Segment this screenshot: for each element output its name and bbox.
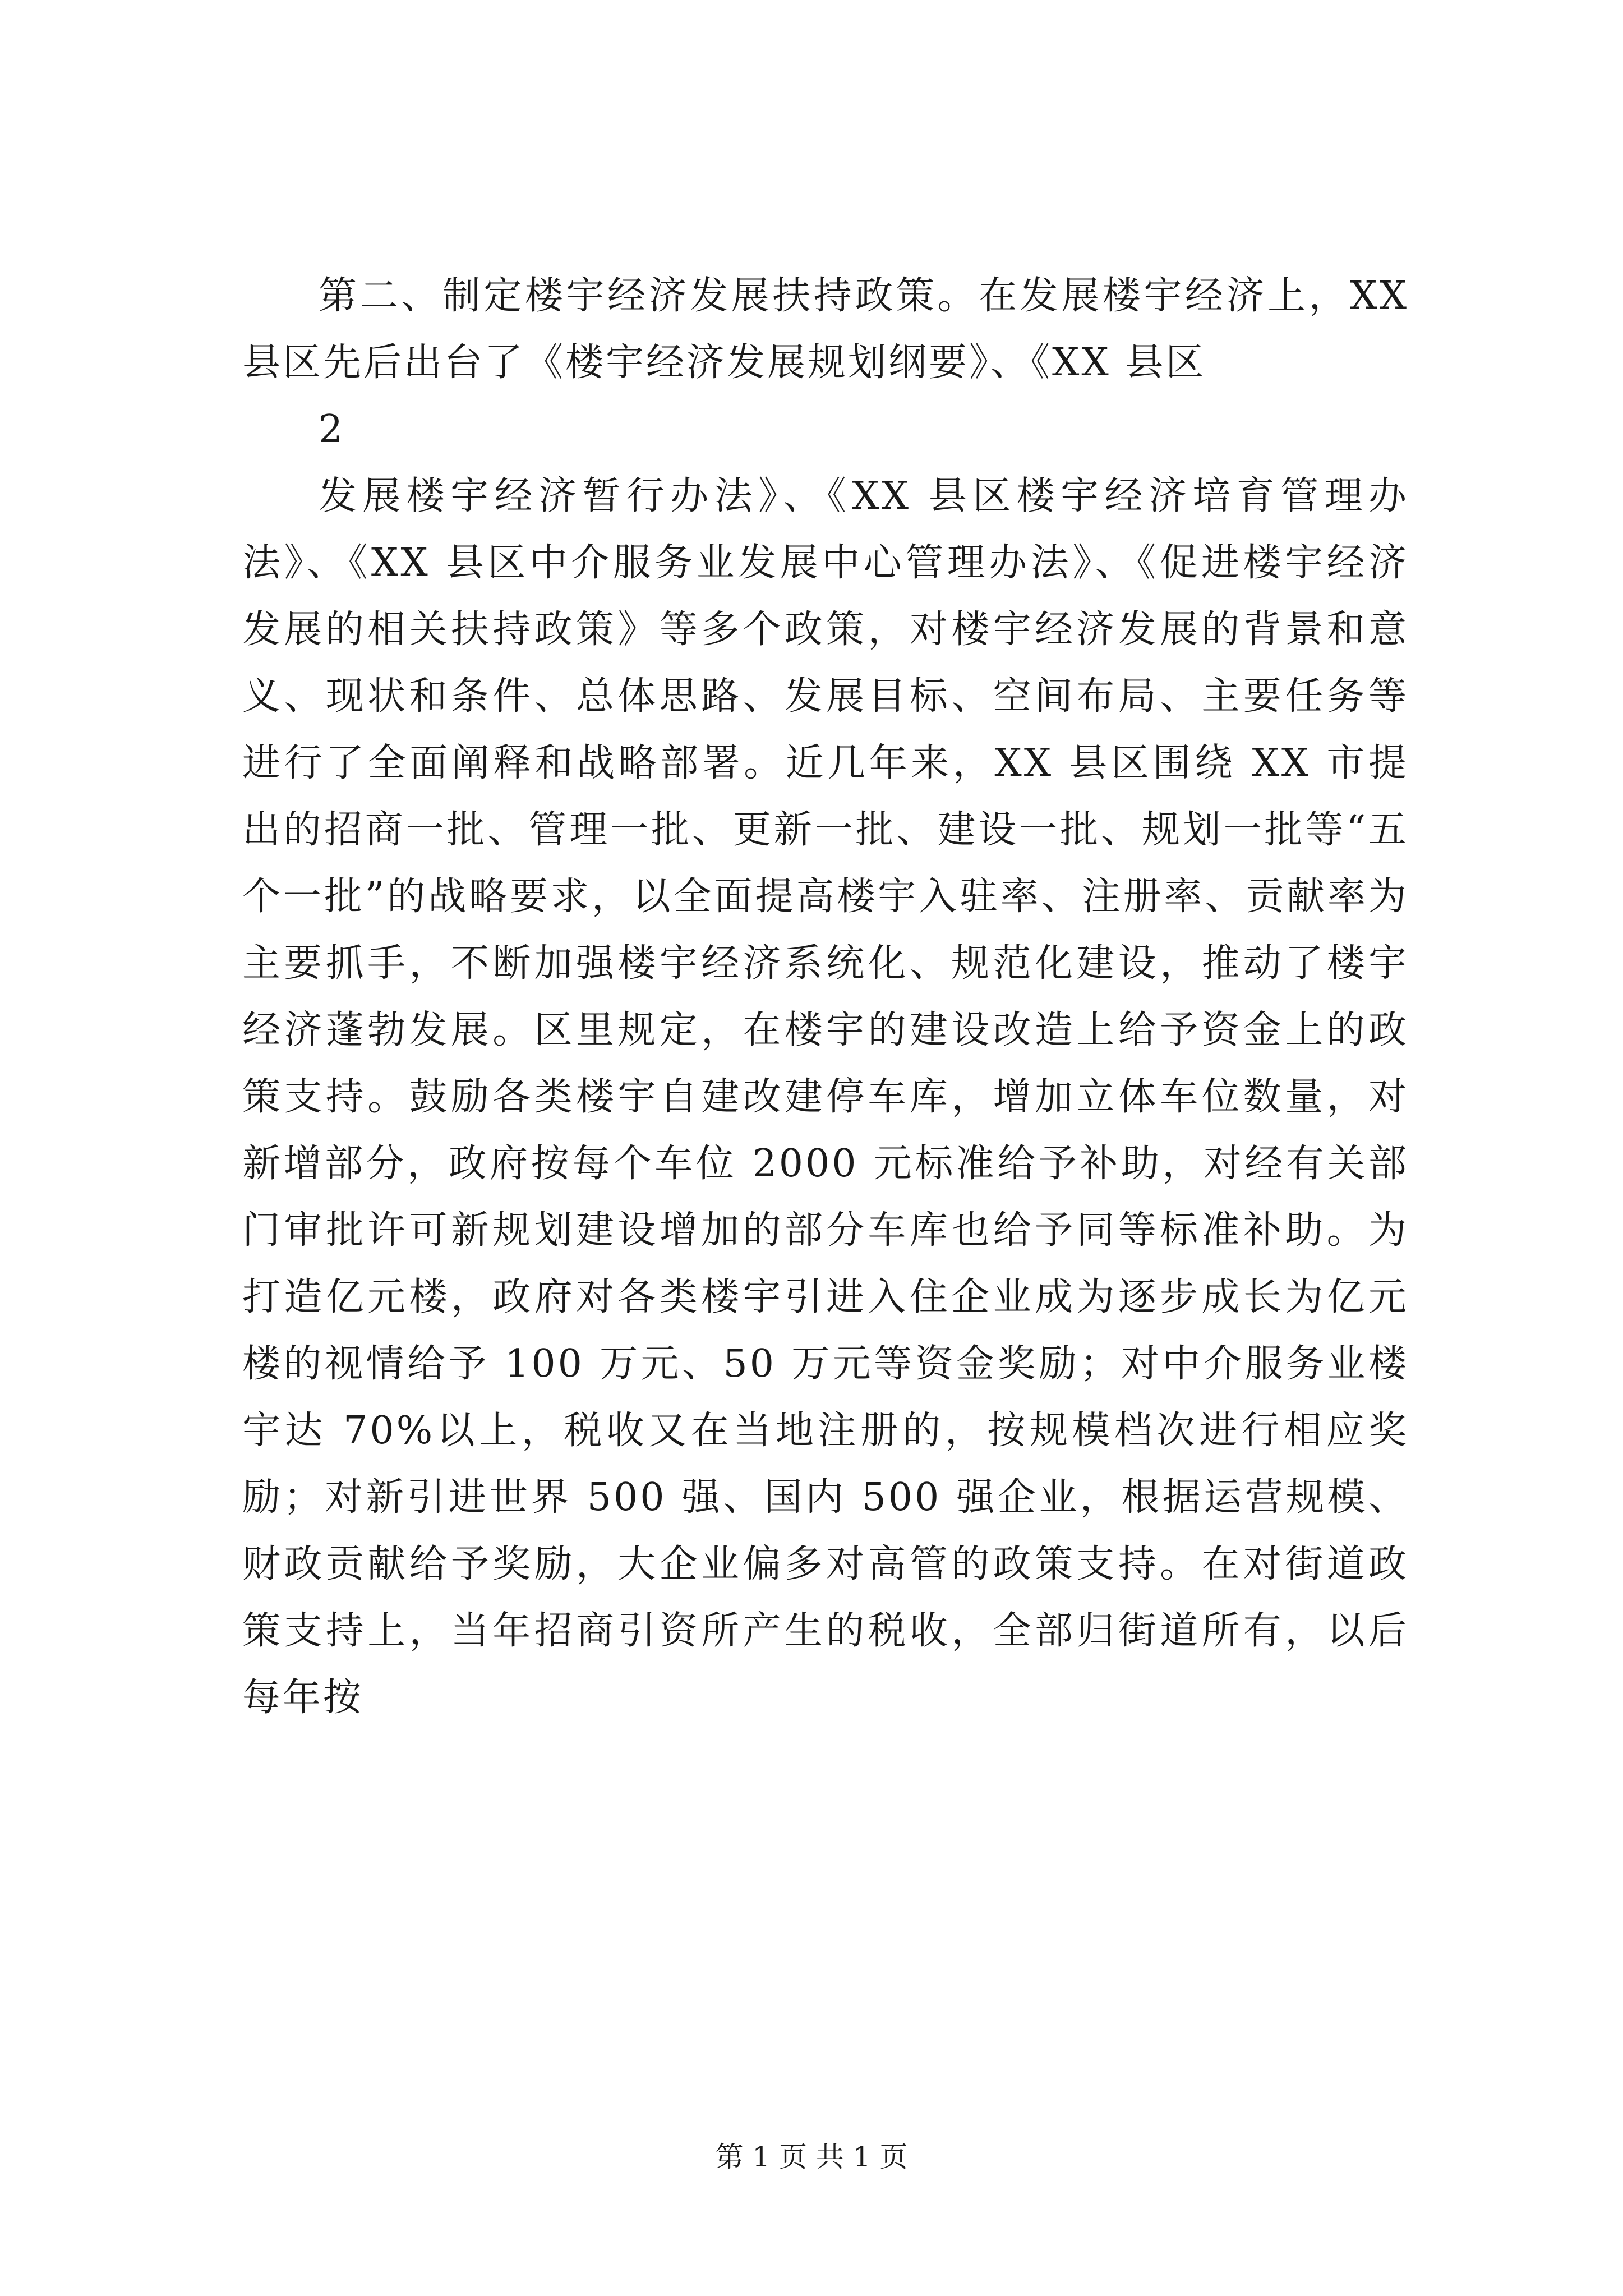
- paragraph-policy-intro: 第二、制定楼宇经济发展扶持政策。在发展楼宇经济上，XX县区先后出台了《楼宇经济发展规划纲要》、《XX 县区: [242, 274, 1409, 385]
- paragraph-policy-details: 发展楼宇经济暂行办法》、《XX 县区楼宇经济培育管理办法》、《XX 县区中介服务业发展中心管理办法》、《促进楼宇经济发展的相关扶持政策》等多个政策，对楼宇经济发展的背景和意义、现状和条件、总体思路、发展目标、空间布局、主要任务等进行了全面阐释和战略部署。近几年来，XX 县区围绕 XX 市提出的招商一批、管理一批、更新一批、建设一批、规划一批等“五个一批”的战略要求，以全面提高楼宇入驻率、注册率、贡献率为主要抓手，不断加强楼宇经济系统化、规范化建设，推动了楼宇经济蓬勃发展。区里规定，在楼宇的建设改造上给予资金上的政策支持。鼓励各类楼宇自建改建停车库，增加立体车位数量，对新增部分，政府按每个车位 2000 元标准给予补助，对经有关部门审批许可新规划建设增加的部分车库也给予同等标准补助。为打造亿元楼，政府对各类楼宇引进入住企业成为逐步成长为亿元楼的视情给予 100 万元、50 万元等资金奖励；对中介服务业楼宇达 70%以上，税收又在当地注册的，按规模档次进行相应奖励；对新引进世界 500 强、国内 500 强企业，根据运营规模、财政贡献给予奖励，大企业偏多对高管的政策支持。在对街道政策支持上，当年招商引资所产生的税收，全部归街道所有，以后每年按: [242, 474, 1409, 1720]
- inline-page-number: 2: [319, 407, 343, 452]
- document-body: [242, 263, 1409, 1731]
- page-footer: 第 1 页 共 1 页: [715, 2141, 908, 2173]
